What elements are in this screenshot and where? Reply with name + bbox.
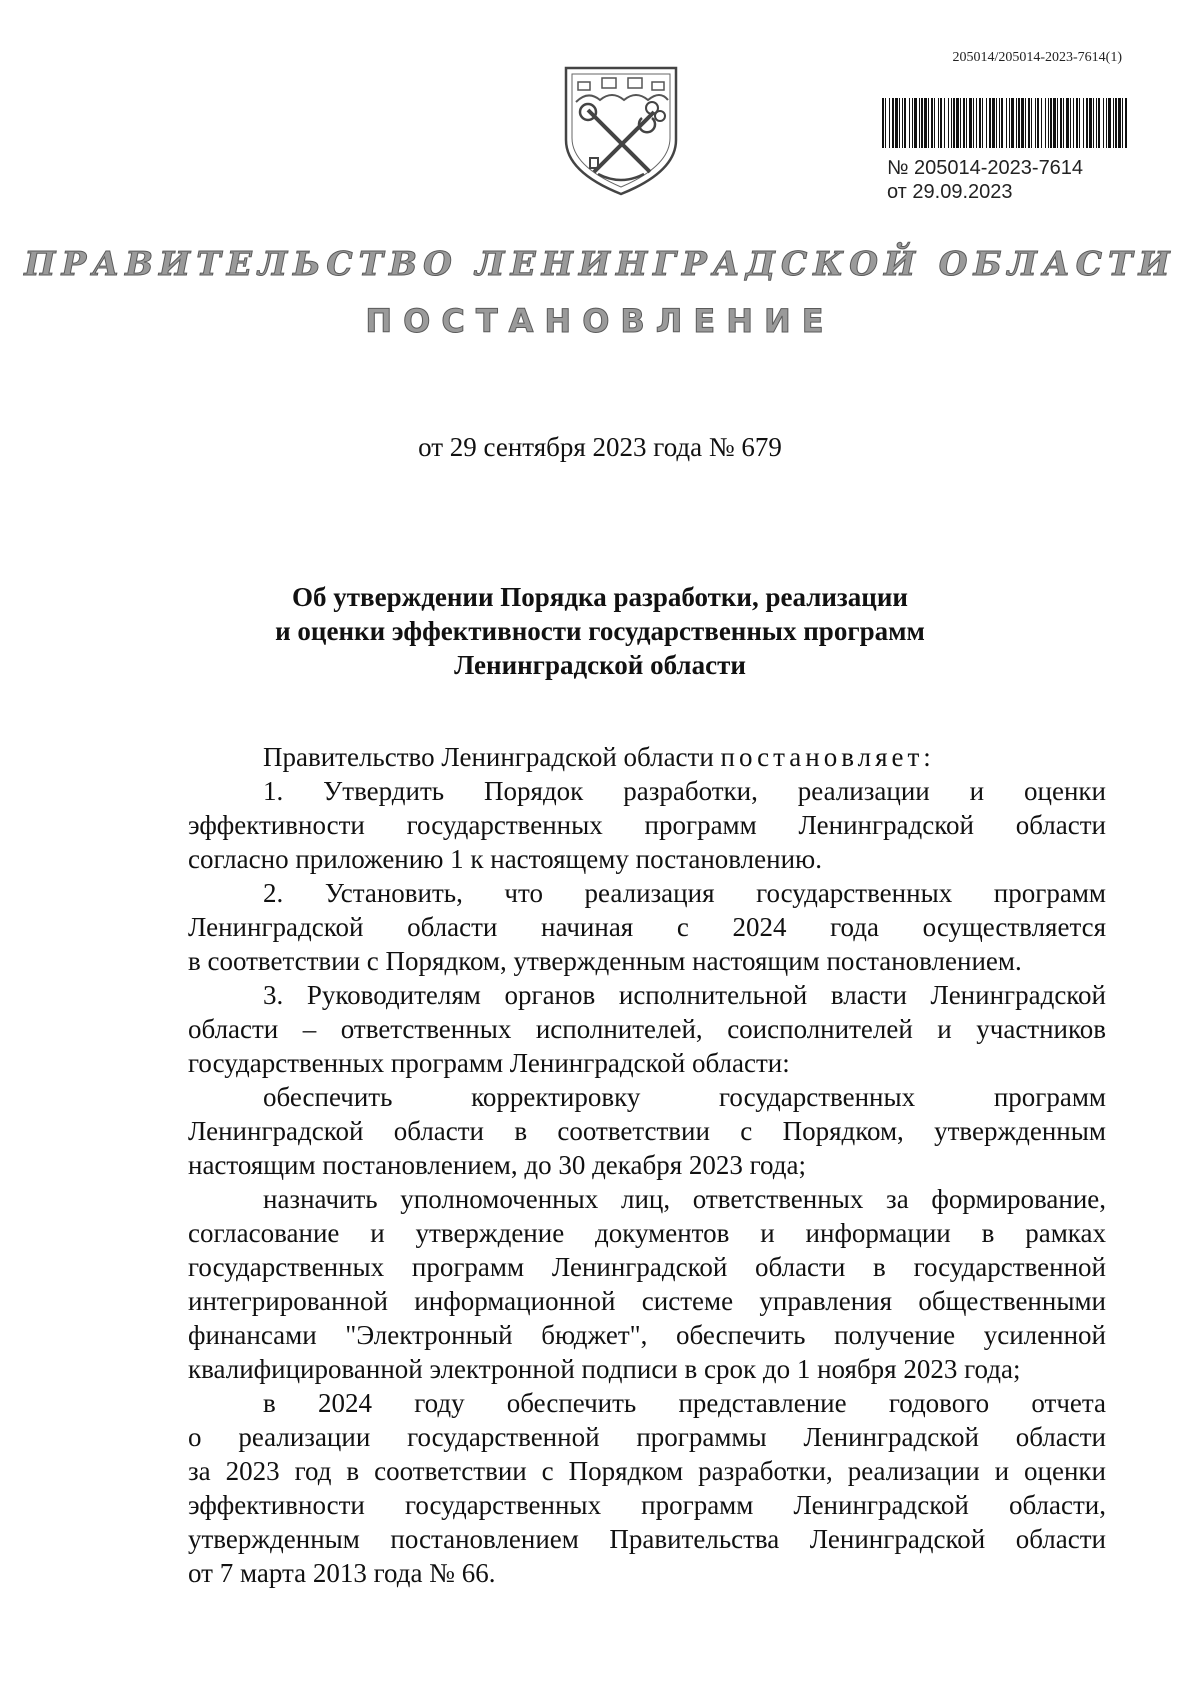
- barcode-bar: [892, 98, 894, 148]
- barcode-bar: [931, 98, 933, 148]
- barcode-bar: [944, 98, 945, 148]
- document-id-code: 205014/205014-2023-7614(1): [952, 50, 1122, 65]
- barcode-bar: [1079, 98, 1080, 148]
- barcode-bar: [1118, 98, 1121, 148]
- paragraph-line: в 2024 году обеспечить представление годового отчета: [263, 1388, 1106, 1418]
- barcode-bar: [1009, 98, 1010, 148]
- barcode-bar: [1028, 98, 1030, 148]
- barcode-bar: [1115, 98, 1117, 148]
- barcode-bar: [948, 98, 949, 148]
- subject-line: Ленинградской области: [454, 650, 746, 680]
- barcode-bar: [1086, 98, 1088, 148]
- barcode-bar: [979, 98, 981, 148]
- barcode-bar: [1050, 98, 1052, 148]
- barcode-bar: [1048, 98, 1049, 148]
- paragraph-line: за 2023 год в соответствии с Порядком разработки, реализации и оценки: [188, 1456, 1106, 1486]
- barcode-bar: [904, 98, 906, 148]
- paragraph-line: 2. Установить, что реализация государственных программ: [263, 878, 1106, 908]
- barcode-bar: [1073, 98, 1074, 148]
- government-title: ПРАВИТЕЛЬСТВО ЛЕНИНГРАДСКОЙ ОБЛАСТИ: [24, 244, 1176, 283]
- paragraph-line: Ленинградской области начиная с 2024 года осуществляется: [188, 912, 1106, 942]
- barcode-bar: [938, 98, 939, 148]
- barcode-bar: [982, 98, 983, 148]
- paragraph-line: квалифицированной электронной подписи в срок до 1 ноября 2023 года;: [188, 1354, 1021, 1384]
- barcode-bar: [1045, 98, 1046, 148]
- barcode-bar: [953, 98, 955, 148]
- intro-text: Правительство Ленинградской области: [263, 742, 714, 772]
- barcode-bar: [960, 98, 961, 148]
- barcode-bar: [924, 98, 927, 148]
- barcode-bar: [1021, 98, 1024, 148]
- paragraph-line: интегрированной информационной системе управления общественными: [188, 1286, 1106, 1316]
- barcode-bar: [1093, 98, 1094, 148]
- subject-line: и оценки эффективности государственных программ: [275, 616, 925, 646]
- paragraph-line: финансами "Электронный бюджет", обеспечить получение усиленной: [188, 1320, 1106, 1350]
- paragraph-line: в соответствии с Порядком, утвержденным настоящим постановлением.: [188, 946, 1022, 976]
- barcode-bar: [1060, 98, 1062, 148]
- decree-body: [188, 740, 1106, 1590]
- paragraph-line: согласование и утверждение документов и информации в рамках: [188, 1218, 1106, 1248]
- barcode-bar: [1037, 98, 1039, 148]
- barcode-bar: [986, 98, 987, 148]
- barcode-bar: [969, 98, 972, 148]
- barcode-bar: [1063, 98, 1064, 148]
- barcode-bar: [1001, 98, 1003, 148]
- barcode-bar: [1035, 98, 1036, 148]
- paragraph-line: Ленинградской области в соответствии с Порядком, утвержденным: [188, 1116, 1106, 1146]
- barcode-bar: [976, 98, 977, 148]
- paragraph-line: эффективности государственных программ Ленинградской области,: [188, 1490, 1106, 1520]
- registration-date: от 29.09.2023: [887, 181, 1013, 203]
- paragraph-line: назначить уполномоченных лиц, ответственных за формирование,: [263, 1184, 1106, 1214]
- barcode-bar: [1083, 98, 1084, 148]
- barcode-bar: [1108, 98, 1111, 148]
- barcode-bar: [885, 98, 886, 148]
- coat-of-arms-emblem: [558, 60, 684, 198]
- paragraph-line: настоящим постановлением, до 30 декабря 2023 года;: [188, 1150, 806, 1180]
- barcode-bar: [1103, 98, 1104, 148]
- barcode-bar: [1113, 98, 1114, 148]
- barcode-bar: [919, 98, 920, 148]
- paragraph-line: области – ответственных исполнителей, соисполнителей и участников: [188, 1014, 1106, 1044]
- barcode-bar: [999, 98, 1000, 148]
- paragraph-line: обеспечить корректировку государственных программ: [263, 1082, 1106, 1112]
- barcode-bar: [1098, 98, 1100, 148]
- barcode-bar: [1066, 98, 1069, 148]
- barcode-bar: [1016, 98, 1017, 148]
- barcode-bar: [1053, 98, 1056, 148]
- barcode-bar: [1031, 98, 1032, 148]
- paragraph-line: утвержденным постановлением Правительства Ленинградской области: [188, 1524, 1106, 1554]
- barcode-bar: [1025, 98, 1026, 148]
- barcode-bar: [882, 98, 884, 148]
- barcode-bar: [1018, 98, 1020, 148]
- paragraph-line: о реализации государственной программы Ленинградской области: [188, 1422, 1106, 1452]
- barcode-bar: [1089, 98, 1092, 148]
- barcode-bar: [912, 98, 913, 148]
- barcode-bar: [966, 98, 967, 148]
- barcode-bar: [1070, 98, 1071, 148]
- resolves-word: постановляет:: [720, 742, 935, 772]
- barcode-bar: [956, 98, 959, 148]
- barcode-bar: [1076, 98, 1078, 148]
- decree-date-number: от 29 сентября 2023 года № 679: [418, 432, 782, 462]
- barcode-bar: [1125, 98, 1127, 148]
- paragraph-line: согласно приложению 1 к настоящему постановлению.: [188, 844, 822, 874]
- barcode-bar: [902, 98, 903, 148]
- barcode-bar: [921, 98, 923, 148]
- paragraph-line: эффективности государственных программ Ленинградской области: [188, 810, 1106, 840]
- paragraph-line: от 7 марта 2013 года № 66.: [188, 1558, 496, 1588]
- barcode-bar: [963, 98, 965, 148]
- registration-stamp: [887, 156, 1083, 204]
- barcode-bar: [934, 98, 935, 148]
- barcode-bar: [1011, 98, 1014, 148]
- barcode-bar: [992, 98, 995, 148]
- barcode-bar: [989, 98, 991, 148]
- barcode-bar: [1096, 98, 1097, 148]
- barcode-bar: [914, 98, 917, 148]
- paragraph-line: государственных программ Ленинградской области в государственной: [188, 1252, 1106, 1282]
- barcode-bar: [1006, 98, 1007, 148]
- barcode-bar: [899, 98, 900, 148]
- barcode-bar: [940, 98, 942, 148]
- barcode-bar: [1057, 98, 1058, 148]
- registration-number: № 205014-2023-7614: [887, 157, 1084, 179]
- barcode-bar: [1106, 98, 1107, 148]
- barcode-bar: [1041, 98, 1042, 148]
- paragraph-line: 3. Руководителям органов исполнительной власти Ленинградской: [263, 980, 1106, 1010]
- barcode-bar: [1122, 98, 1123, 148]
- barcode-bar: [928, 98, 929, 148]
- barcode-bar: [909, 98, 910, 148]
- barcode-bar: [895, 98, 898, 148]
- barcode-bar: [996, 98, 997, 148]
- document-type: ПОСТАНОВЛЕНИЕ: [365, 302, 835, 340]
- intro-paragraph: [188, 740, 1106, 774]
- paragraph-line: государственных программ Ленинградской области:: [188, 1048, 790, 1078]
- subject-line: Об утверждении Порядка разработки, реализации: [292, 582, 908, 612]
- barcode-bar: [973, 98, 974, 148]
- barcode-bar: [889, 98, 890, 148]
- paragraph-line: 1. Утвердить Порядок разработки, реализации и оценки: [263, 776, 1106, 806]
- barcode-bar: [951, 98, 952, 148]
- barcode: [880, 98, 1130, 148]
- decree-subject: [0, 580, 1200, 682]
